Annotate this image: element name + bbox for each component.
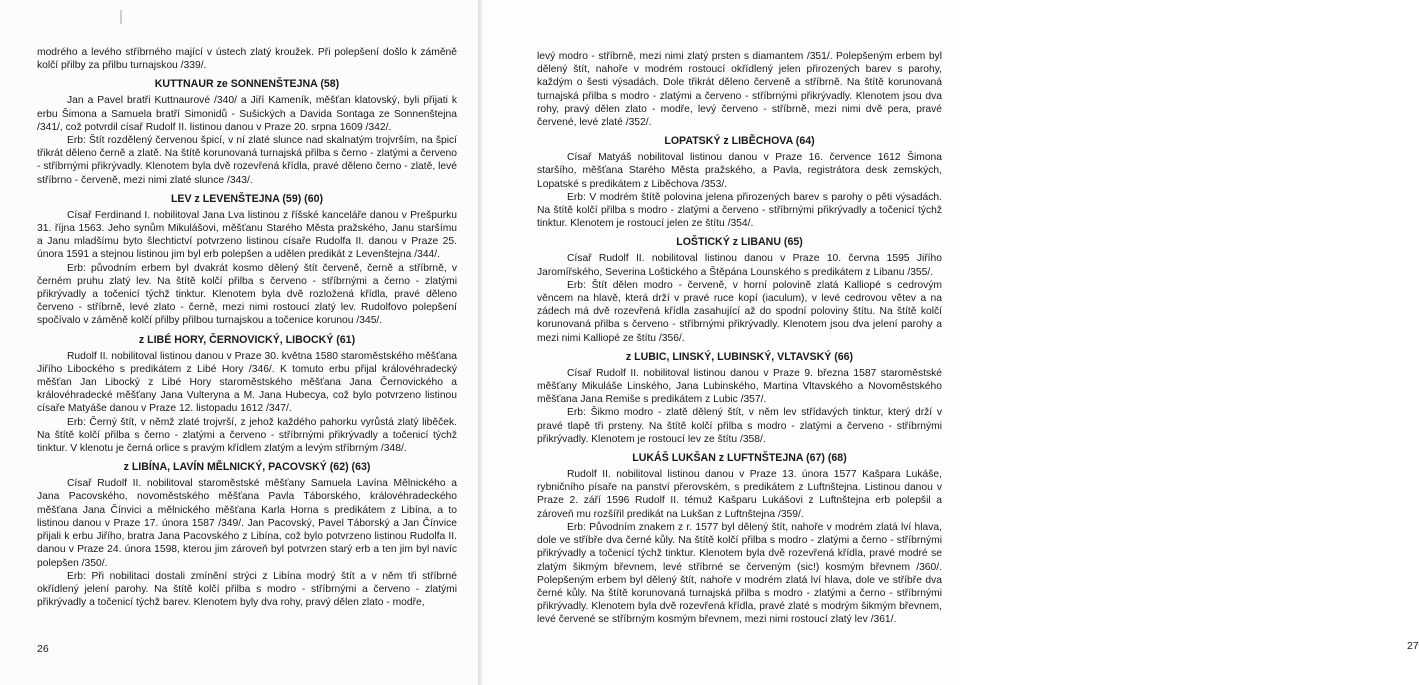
paragraph: Císař Ferdinand I. nobilitoval Jana Lva listinou z říšské kanceláře danou v Prešpurku 31. října 1563. Jeho synům Mikulášovi, měšťanu Starého Města pražského, Janu staršímu a Janu mladšímu byto šlechtictví potvrzeno listinou císaře Rudolfa II. danou v Praze 25. února 1591 a stejnou listinou jim byl erb polepšen a udělen predikát z Levenštejna /344/.	[37, 209, 457, 261]
right-intro: levý modro - stříbrně, mezi nimi zlatý prsten s diamantem /351/. Polepšeným erbem byl dělený štít, nahoře v modrém rostoucí okřídlený jelen přirozených barev s parohy, každým o šesti výsadách. Dole třikrát děleno červeně a stříbrně. Na štítě korunovaná turnajská přilba s modro - zlatými a červeno - stříbrnými přikrývadly. Klenotem jsou dva rohy, pravý dělen zlato - modře, levý červeno - stříbrně, mezi nimi dvě pera, pravé červené, levé zlaté /352/.	[537, 51, 942, 129]
paragraph: Erb: Štít dělen modro - červeně, v horní polovině zlatá Kalliopé s cedrovým věncem na hlavě, která drží v pravé ruce kopí (iaculum), v levé cedrovou větev a na zádech má dvě rozevřená křídla zasahující až do spodní poloviny štítu. Na štítě kolčí korunovaná přilba s červeno - stříbrnými přikrývadly. Klenotem jsou dva jelení parohy a mezi nimi Kalliopé ze štítu /356/.	[537, 279, 942, 344]
paragraph: Erb: Šikmo modro - zlatě dělený štít, v něm lev střídavých tinktur, který drží v pravé tlapě tři prsteny. Na štítě kolčí přilba s modro - zlatými a červeno - stříbrnými přikrývadly. Klenotem je rostoucí lev ze štítu /358/.	[537, 407, 942, 445]
paragraph: Erb: Při nobilitaci dostali zmínění strýci z Libína modrý štít a v něm tři stříbrné okřídlený jelení parohy. Na štítě kolčí přilba s modro - stříbrnými a červeno - zlatými přikrývadly a točenicí týchž barev. Klenotem byly dva rohy, pravý dělen zlato - modře,	[37, 570, 457, 609]
paragraph: Císař Rudolf II. nobilitoval listinou danou v Praze 10. června 1595 Jiřího Jaromířského, Severina Loštického a Štěpána Lounského s predikátem z Libanu /355/.	[537, 253, 942, 278]
page-number-left: 26	[37, 643, 49, 655]
paragraph: Erb: Černý štít, v němž zlaté trojvrší, z jehož každého pahorku vyrůstá zlatý liběček. Na štítě kolčí přilba s černo - zlatými a červeno - stříbrnými přikrývadly a točenicí týchž tinktur. V klenotu je černá orlice s pravým křídlem zlatým a levým stříbrným /348/.	[37, 416, 457, 455]
paragraph: Císař Rudolf II. nobilitoval listinou danou v Praze 9. března 1587 staroměstské měšťany Mikuláše Linského, Jana Lubinského, Martina Vltavského a Novoměstského měšťana Jana Remiše s predikátem z Lubic /357/.	[537, 367, 942, 406]
paragraph: Erb: Původním znakem z r. 1577 byl dělený štít, nahoře v modrém zlatá lví hlava, dole ve stříbře dva černé kůly. Na štítě kolčí přilba s modro - zlatými a černo - stříbrnými přikrývadly a točenicí týchž tinktur. Klenotem byla dvě rozevřená křídla, pravé modré se zlatým šikmým břevnem, levé stříbrné se červeným (sic!) kosmým břevnem /360/. Polepšeným erbem byl dělený štít, nahoře v modrém zlatá lví hlava, dole ve stříbře dva černé kůly. Na štítě korunovaná turnajská přilba s modro - zlatými a černo - stříbrnými přikrývadly. Klenotem byla dvě rozevřená křídla, pravé zlaté s modrým šikmým břevnem, levé červené se stříbrným kosmým břevnem, mezi nimi rostoucí zlatý lev /361/.	[537, 521, 942, 626]
paragraph: Erb: Štít rozdělený červenou špicí, v ní zlaté slunce nad skalnatým trojvrším, na špicí třikrát děleno černě a zlatě. Na štítě korunovaná turnajská přilba s černo - zlatými a červeno - stříbrnými přikrývadly. Klenotem byla dvě rozevřená křídla, pravé děleno černo - zlatě, levé stříbrno - červeně, mezi nimi zlaté slunce /343/.	[37, 135, 457, 186]
heading-lukas-luksan: LUKÁŠ LUKŠAN z LUFTNŠTEJNA (67) (68)	[632, 452, 847, 465]
left-intro: modrého a levého stříbrného mající v ústech zlatý kroužek. Při polepšení došlo k záměně kolčí přilby za přilbu turnajskou /339/.	[37, 47, 457, 72]
right-page-text	[537, 50, 942, 627]
heading-losticky: LOŠTICKÝ z LIBANU (65)	[676, 236, 803, 249]
heading-kuttnaur: KUTTNAUR ze SONNENŠTEJNA (58)	[154, 78, 340, 91]
paragraph: Erb: V modrém štítě polovina jelena přirozených barev s parohy o pěti výsadách. Na štítě kolčí přilba s modro - zlatými a červeno - stříbrnými přikrývadly a točenicí týchž tinktur. Klenotem je rostoucí jelen ze štítu /354/.	[537, 191, 942, 230]
paragraph: Rudolf II. nobilitoval listinou danou v Praze 30. května 1580 staroměstského měšťana Jiřího Libockého s predikátem z Libé Hory /346/. K tomuto erbu přijal královéhradecký měšťan Jan Libocký z Libé Hory staroměstského měšťana Jana Černovického a královéhradecké měšťany Jana Vulteryna a M. Jana Hubecya, což bylo potvrzeno listinou císaře Matyáše danou v Praze 12. listopadu 1612 /347/.	[37, 350, 457, 415]
paragraph: Erb: původním erbem byl dvakrát kosmo dělený štít červeně, černě a stříbrně, v černém pruhu zlatý lev. Na štítě kolčí přilba s červeno - stříbrnými a černo - zlatými přikrývadly a točenicí týchž tinktur. Klenotem byla dvě rozložená křídla, pravé děleno červeno - stříbrně, levé zlato - černě, mezi nimi rostoucí zlatý lev. Rudolfovo polepšení spočívalo v záměně kolčí přilby přilbou turnajskou a točenice korunou /345/.	[37, 262, 457, 327]
paragraph: Jan a Pavel bratři Kuttnaurové /340/ a Jiří Kameník, měšťan klatovský, byli přijati k erbu Šimona a Samuela bratří Simonidů - Sušických a Davida Sontaga ze Sonnenštejna /341/, což potvrdil císař Rudolf II. listinou danou v Praze 20. srpna 1609 /342/.	[37, 95, 457, 133]
heading-lopatsky: LOPATSKÝ z LIBĚCHOVA (64)	[664, 135, 815, 148]
scan-mark	[120, 10, 122, 24]
left-page-text	[37, 46, 457, 609]
heading-lev: LEV z LEVENŠTEJNA (59) (60)	[170, 192, 324, 205]
right-page	[482, 0, 1419, 685]
paragraph: Rudolf II. nobilitoval listinou danou v Praze 13. února 1577 Kašpara Lukáše, rybničního písaře na panství přerovském, s predikátem z Luftnštejna. Listinou danou v Praze 2. září 1596 Rudolf II. témuž Kašparu Lukášovi z Luftnštejna erb polepšil a zároveň mu rozšířil predikát na Lukšan z Luftnštejna /359/.	[537, 469, 942, 520]
heading-libina: z LIBÍNA, LAVÍN MĚLNICKÝ, PACOVSKÝ (62) (63)	[123, 461, 371, 474]
paragraph: Císař Matyáš nobilitoval listinou danou v Praze 16. července 1612 Šimona staršího, měšťana Starého Města pražského, a Pavla, registrátora desk zemských, Lopatské s predikátem z Liběchova /353/.	[537, 152, 942, 190]
page-number-right: 27	[1407, 640, 1419, 652]
heading-lubic: z LUBIC, LINSKÝ, LUBINSKÝ, VLTAVSKÝ (66)	[625, 350, 854, 363]
heading-libe-hory: z LIBÉ HORY, ČERNOVICKÝ, LIBOCKÝ (61)	[138, 333, 356, 346]
left-page	[0, 0, 478, 685]
paragraph: Císař Rudolf II. nobilitoval staroměstské měšťany Samuela Lavína Mělnického a Jana Pacovského, novoměstského měšťana Pavla Táborského, královéhradeckého měšťana Jana Čínvici a mělnického měšťana Karla Horna s predikátem z Libína, a to listinou danou v Praze 17. února 1587 /349/. Jan Pacovský, Pavel Táborský a Jan Čínvice přijali k erbu Jiřího, bratra Jana Pacovského z Libína, což bylo potvrzeno listinou Rudolfa II. danou v Praze 24. února 1598, kterou jim zároveň byl potvrzen starý erb a ten jim byl navíc polepšen /350/.	[37, 478, 457, 569]
